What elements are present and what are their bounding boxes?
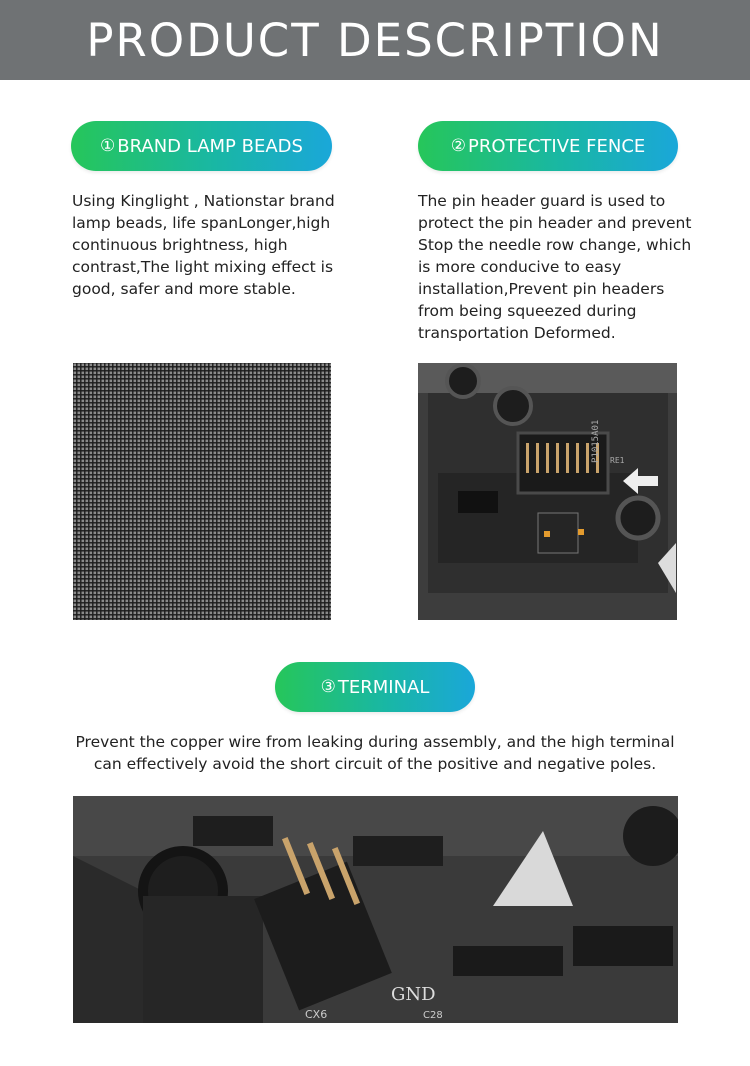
- pin-header-guard-photo: [418, 363, 677, 620]
- section-pill-terminal: [275, 662, 475, 712]
- section-pill-brand-lamp-beads: [71, 121, 332, 171]
- section-description: Using Kinglight , Nationstar brand lamp beads, life spanLonger,high continuous brightness, high contrast,The light mixing effect is good, safer and more stable.: [72, 192, 335, 298]
- section-description: Prevent the copper wire from leaking during assembly, and the high terminal can effectively avoid the short circuit of the positive and negative poles.: [75, 733, 675, 773]
- svg-text:CX6: CX6: [305, 1008, 328, 1021]
- circled-one-icon: ①: [100, 136, 116, 156]
- svg-text:C28: C28: [423, 1010, 443, 1021]
- led-module-photo: [73, 363, 331, 620]
- section-title: TERMINAL: [337, 676, 430, 698]
- svg-text:GND: GND: [391, 984, 436, 1005]
- page-title: PRODUCT DESCRIPTION: [86, 13, 664, 67]
- page-header: [0, 0, 750, 80]
- section-title: PROTECTIVE FENCE: [467, 135, 646, 157]
- svg-text:RE1: RE1: [610, 456, 625, 465]
- section-description: The pin header guard is used to protect the pin header and prevent Stop the needle row change, which is more conducive to easy installation,Prevent pin headers from being squeezed during transportation Deformed.: [418, 192, 692, 342]
- terminal-photo: [73, 796, 678, 1023]
- circled-two-icon: ②: [450, 136, 466, 156]
- section-title: BRAND LAMP BEADS: [117, 135, 303, 157]
- svg-text:P1015A01: P1015A01: [591, 419, 601, 463]
- section-pill-protective-fence: [418, 121, 678, 171]
- circled-three-icon: ③: [320, 677, 336, 697]
